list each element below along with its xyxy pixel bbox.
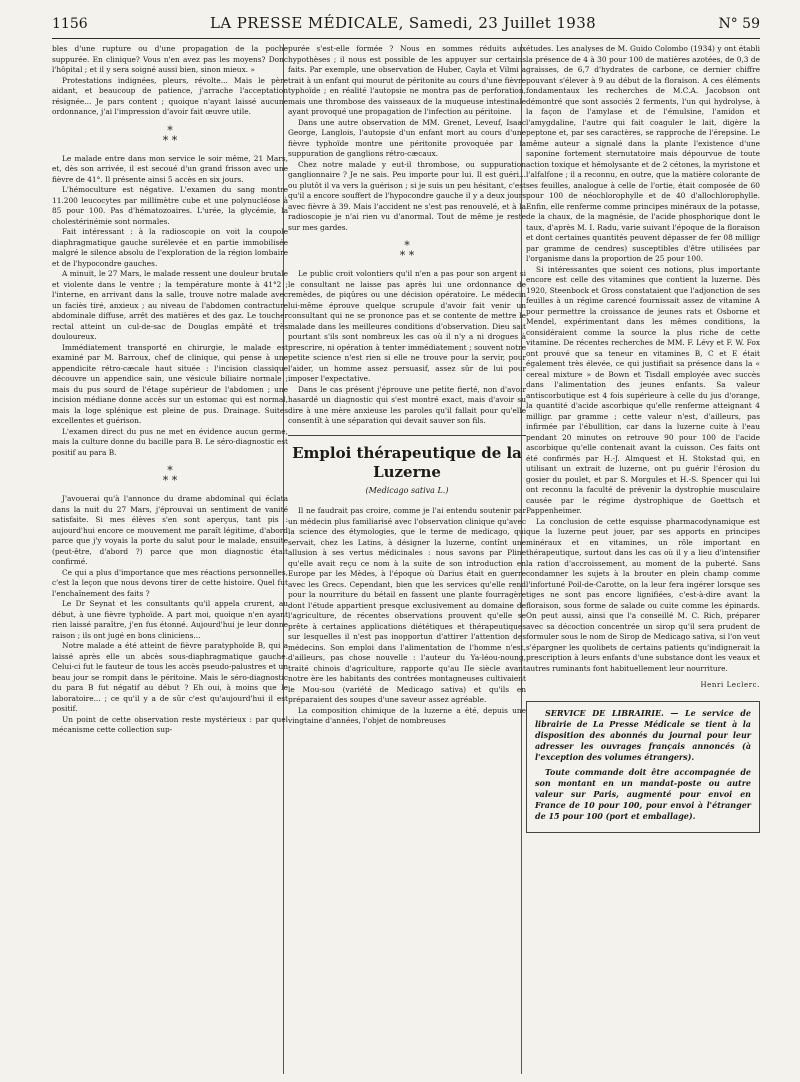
paragraph: Ce qui a plus d'importance que mes réactions personnelles, c'est la leçon que nous devons tirer de cette histoire. Quel fut l'enchaînement des faits ? — [52, 567, 288, 598]
section-separator: * * * — [399, 239, 415, 262]
paragraph: bles d'une rupture ou d'une propagation de la poche suppurée. En clinique? Vous n'en avez pas les moyens? Donc l'hôpital ; et il y sera soigné aussi bien, sinon mieux. » — [52, 44, 288, 74]
paragraph: Il ne faudrait pas croire, comme je l'ai entendu soutenir par un médecin plus familiarisé avec l'observation clinique qu'avec la science des étymologies, que le terme de medicago, qui servait, chez les Latins, à désigner la luzerne, contînt une allusion à ses vertus médicinales : nous savons par Pline qu'elle avait reçu ce nom à la suite de son introduction en Europe par les Mèdes, à l'époque où Darius était en guerre avec les Grecs. Cependant, bien que les services qu'elle rend pour la nourriture du bétail en fassent une plante fourragère dont l'étude appartient presque exclusivement au domaine de l'agriculture, de récentes observations prouvent qu'elle se prête à certaines applications diététiques et thérapeutiques sur lesquelles il n'est pas inopportun d'attirer l'attention des médecins. Son emploi dans l'alimentation de l'homme n'est, d'ailleurs, pas chose nouvelle : l'auteur du Ya-léou-noung, traité chinois d'agriculture, rapporte qu'au IIe siècle avant notre ère les habitants des contrées montagneuses cultivaient le Mou-sou (variété de Medicago sativa) et qu'ils en préparaient des soupes d'une saveur assez agréable. — [288, 506, 526, 704]
paragraph: Le public croit volontiers qu'il n'en a pas pour son argent si le consultant ne laisse pas après lui une ordonnance de remèdes, de piqûres ou une décision opératoire. Le médecin lui-même éprouve quelque scrupule d'avoir fait venir un consultant qui ne se prononce pas et se contente de mettre le malade dans les meilleures conditions d'observation. Dieu sait pourtant s'ils sont nombreux les cas où il n'y a ni drogues à prescrire, ni opération à tenter immédiatement ; souvent notre petite science n'est rien si elle ne trouve pour la servir, pour l'aider, un homme assez persuasif, assez sûr de lui pour imposer l'expectative. — [288, 269, 526, 383]
library-service-notice — [526, 701, 760, 833]
paragraph: Dans le cas présent j'éprouve une petite fierté, non d'avoir hasardé un diagnostic qui s'est montré exact, mais d'avoir su dire à une mère anxieuse les paroles qu'il fallait pour qu'elle consentît à une séparation qui devait sauver son fils. — [288, 384, 526, 425]
paragraph: Un point de cette observation reste mystérieux : par quel mécanisme cette collection sup- — [52, 714, 288, 734]
paragraph: Fait intéressant : à la radioscopie on voit la coupole diaphragmatique gauche surélevée et en partie immobilisée malgré le silence absolu de l'exploration de la région lombaire et de l'hypocondre gauches. — [52, 227, 288, 268]
article-title: Emploi thérapeutique de la Luzerne — [292, 443, 522, 481]
notice-paragraph: Toute commande doit être accompagnée de son montant en un mandat-poste ou autre valeur sur Paris, augmenté pour envoi en France de 10 pour 100, pour envoi à l'étranger de 15 pour 100 (port et emballage). — [535, 766, 751, 821]
paragraph: Notre malade a été atteint de fièvre paratyphoïde B, qui a laissé après elle un abcès sous-diaphragmatique gauche. Celui-ci fut le fauteur de tous les accès pseudo-palustres et un beau jour se rompit dans le péritoine. Mais le séro-diagnostic du para B fut négatif au début ? Eh oui, à moins que le laboratoire... ; ce qu'il y a de sûr c'est qu'aujourd'hui il est positif. — [52, 641, 288, 713]
paragraph: A minuit, le 27 Mars, le malade ressent une douleur brutale et violente dans le ventre ; la température monte à 41°2 ; l'interne, en arrivant dans la salle, trouve notre malade avec un faciès tiré, anxieux ; au niveau de l'abdomen contracture abdominale diffuse, arrêt des matières et des gaz. Le toucher rectal atteint un cul-de-sac de Douglas empâté et très douloureux. — [52, 269, 288, 341]
paragraph: L'hémoculture est négative. L'examen du sang montre 11.200 leucocytes par millimètre cube et une polynucléose à 85 pour 100. Pas d'hématozoaires. L'urée, la glycémie, la cholestérinémie sont normales. — [52, 185, 288, 226]
paragraph: Chez notre malade y eut-il thrombose, ou suppuration ganglionnaire ? Je ne sais. Peu importe pour lui. Il est guéri... ou plutôt il va vers la guérison ; si je suis un peu hésitant, c'est qu'il a encore souffert de l'hypocondre gauche il y a deux jours avec fièvre à 39. Mais l'accident ne s'est pas renouvelé, et à la radioscopie je n'ai rien vu d'anormal. Tout de même je reste sur mes gardes. — [288, 159, 526, 232]
page-number: 1156 — [52, 16, 88, 32]
paragraph: Si intéressantes que soient ces notions, plus importante encore est celle des vitamines que contient la luzerne. Dès 1920, Steenbock et Gross constataient que l'adjonction de ses feuilles à un régime carencé fournissait assez de vitamine A pour permettre la croissance de jeunes rats et Osborne et Mendel, expérimentant dans les mêmes conditions, la considéraient comme la source la plus riche de cette vitamine. De récentes recherches de MM. F. Lévy et F. W. Fox ont prouvé que sa teneur en vitamines B, C et E était également très élevée, ce qui justifiait sa présence dans la « cereal mixture » de Bown et Tisdall employée avec succès dans l'alimentation des jeunes enfants. Sa valeur antiscorbutique est 4 fois supérieure à celle du jus d'orange, la quantité d'acide ascorbique qu'elle renferme atteignant 4 milligr. par gramme ; cette valeur n'est, d'ailleurs, pas infirmée par l'ébullition, car dans la luzerne cuite à l'eau pendant 20 minutes on retrouve 90 pour 100 de l'acide ascorbique qu'elle contenait avant la cuisson. Ces faits ont été confirmés par H.-J. Almquest et H. Stokstad qui, en utilisant un extrait de luzerne, ont pu guérir l'érosion du gosier du poulet, et par S. Morgules et H.-S. Spencer qui lui ont reconnu la faculté de prévenir la dystrophie musculaire causée par le régime dystrophique de Goettsch et Pappenheimer. — [526, 264, 760, 515]
article-divider — [288, 435, 526, 436]
author-signature: Henri Leclerc. — [700, 681, 760, 689]
article-subtitle: (Medicago sativa L.) — [365, 485, 449, 495]
issue-number: N° 59 — [718, 16, 760, 32]
paragraph: Immédiatement transporté en chirurgie, le malade est examiné par M. Barroux, chef de clinique, qui pense à une appendicite rétro-cæcale haut située : l'incision classique découvre un appendice sain, une vésicule biliaire normale ; mais du pus sourd de l'étage supérieur de l'abdomen ; une incision médiane donne accès sur un estomac qui est normal, mais la loge splénique est pleine de pus. Drainage. Suites excellentes et guérison. — [52, 342, 288, 425]
paragraph: La conclusion de cette esquisse pharmacodynamique est que la luzerne peut jouer, par ses apports en principes minéraux et en vitamines, un rôle important en thérapeutique, surtout dans les cas où il y a lieu d'intensifier la ration d'accroissement, au moment de la puberté. Sans condamner les sujets à la brouter en plein champ comme l'infortuné Poil-de-Carotte, on la leur fera ingérer lorsque ses tiges ne sont pas encore lignifiées, c'est-à-dire avant la floraison, sous forme de salade ou cuite comme les épinards. On peut aussi, ainsi que l'a conseillé M. C. Rich, préparer avec sa décoction concentrée un sirop qu'il sera prudent de formuler sous le nom de Sirop de Medicago sativa, si l'on veut s'épargner les quolibets de certains patients qu'indignerait la prescription à leurs enfants d'une substance dont les veaux et autres ruminants font habituellement leur nourriture. — [526, 516, 760, 673]
section-separator: * * * — [162, 464, 178, 487]
paragraph: L'examen direct du pus ne met en évidence aucun germe, mais la culture donne du bacille para B. Le séro-diagnostic est positif au para B. — [52, 426, 288, 457]
notice-paragraph: SERVICE DE LIBRAIRIE. — Le service de librairie de La Presse Médicale se tient à la disposition des abonnés du journal pour leur adresser les ouvrages français annoncés (à l'exception des volumes étrangers). — [535, 707, 751, 762]
section-separator: * * * — [162, 123, 178, 147]
column-3 — [526, 44, 760, 833]
paragraph: Le malade entre dans mon service le soir même, 21 Mars, et, dès son arrivée, il est secoué d'un grand frisson avec une fièvre de 41°. Il présente ainsi 5 accès en six jours. — [52, 153, 288, 184]
paragraph: La composition chimique de la luzerne a été, depuis une vingtaine d'années, l'objet de nombreuses — [288, 705, 526, 725]
paragraph: J'avouerai qu'à l'annonce du drame abdominal qui éclata dans la nuit du 27 Mars, j'éprouvai un sentiment de vanité satisfaite. Si mes élèves s'en sont aperçus, tant pis : aujourd'hui encore ce mouvement me paraît légitime, d'abord parce que j'y voyais la porte du salut pour le malade, ensuite (peut-être, d'abord ?) parce que mon diagnostic était confirmé. — [52, 494, 288, 566]
column-1 — [52, 44, 288, 736]
paragraph: purée s'est-elle formée ? Nous en sommes réduits aux hypothèses ; il nous est possible de les appuyer sur certains faits. Par exemple, une observation de Huber, Cayla et Vilmi a trait à un enfant qui mourut de péritonite au cours d'une fièvre typhoïde ; en réalité l'autopsie ne montra pas de perforation, mais une thrombose des vaisseaux de la muqueuse intestinale ayant provoqué une propagation de l'infection au péritoine. — [288, 44, 526, 116]
page-header — [52, 14, 760, 39]
paragraph: Dans une autre observation de MM. Grenet, Leveuf, Isaac George, Langlois, l'autopsie d'un enfant mort au cours d'une fièvre typhoïde montre une péritonite provoquée par la suppuration de ganglions rétro-cæcaux. — [288, 117, 526, 158]
paragraph: Protestations indignées, pleurs, révolte... Mais le père aidant, et beaucoup de patience, j'arrache l'acceptation résignée... Je pars content ; quoique n'ayant laissé aucune ordonnance, j'ai l'impression d'avoir fait œuvre utile. — [52, 75, 288, 116]
column-2 — [288, 44, 526, 727]
paragraph: études. Les analyses de M. Guido Colombo (1934) y ont établi la présence de 4 à 30 pour 100 de matières azotées, de 0,3 de graisses, de 6,7 d'hydrates de carbone, ce dernier chiffre pouvant s'élever à 9 au début de la floraison. A ces éléments fondamentaux les recherches de M.C.A. Jacobson ont démontré que sont associés 2 ferments, l'un qui hydrolyse, à la façon de l'amylase et de l'émulsine, l'amidon et l'amygdaline, l'autre qui fait coaguler le lait, digère la peptone et, par ses caractères, se rapproche de l'érepsine. Le même auteur a signalé dans la plante l'existence d'une saponine fortement sternutatoire mais dépourvue de toute action toxique et hémolysante et de 2 cétones, la myristone et l'alfalfone ; il a reconnu, en outre, que la matière colorante de ses feuilles, analogue à celle de l'ortie, était composée de 60 pour 100 de néochlorophylle et de 40 d'allochlorophylle. Enfin, elle renferme comme principes minéraux de la potasse, de la chaux, de la magnésie, de l'acide phosphorique dont le taux, d'après M. I. Radu, varie suivant l'époque de la floraison et dont certaines quantités peuvent dépasser de fer 08 milligr par gramme de cendres) susceptibles d'être utilisées par l'organisme dans la proportion de 25 pour 100. — [526, 44, 760, 263]
paragraph: Le Dr Seynat et les consultants qu'il appela crurent, au début, à une fièvre typhoïde. A part moi, quoique n'en ayant rien laissé paraître, j'en fus étonné. Aujourd'hui je leur donne raison ; ils ont jugé en bons cliniciens... — [52, 599, 288, 640]
journal-title: LA PRESSE MÉDICALE, Samedi, 23 Juillet 1938 — [209, 14, 597, 32]
